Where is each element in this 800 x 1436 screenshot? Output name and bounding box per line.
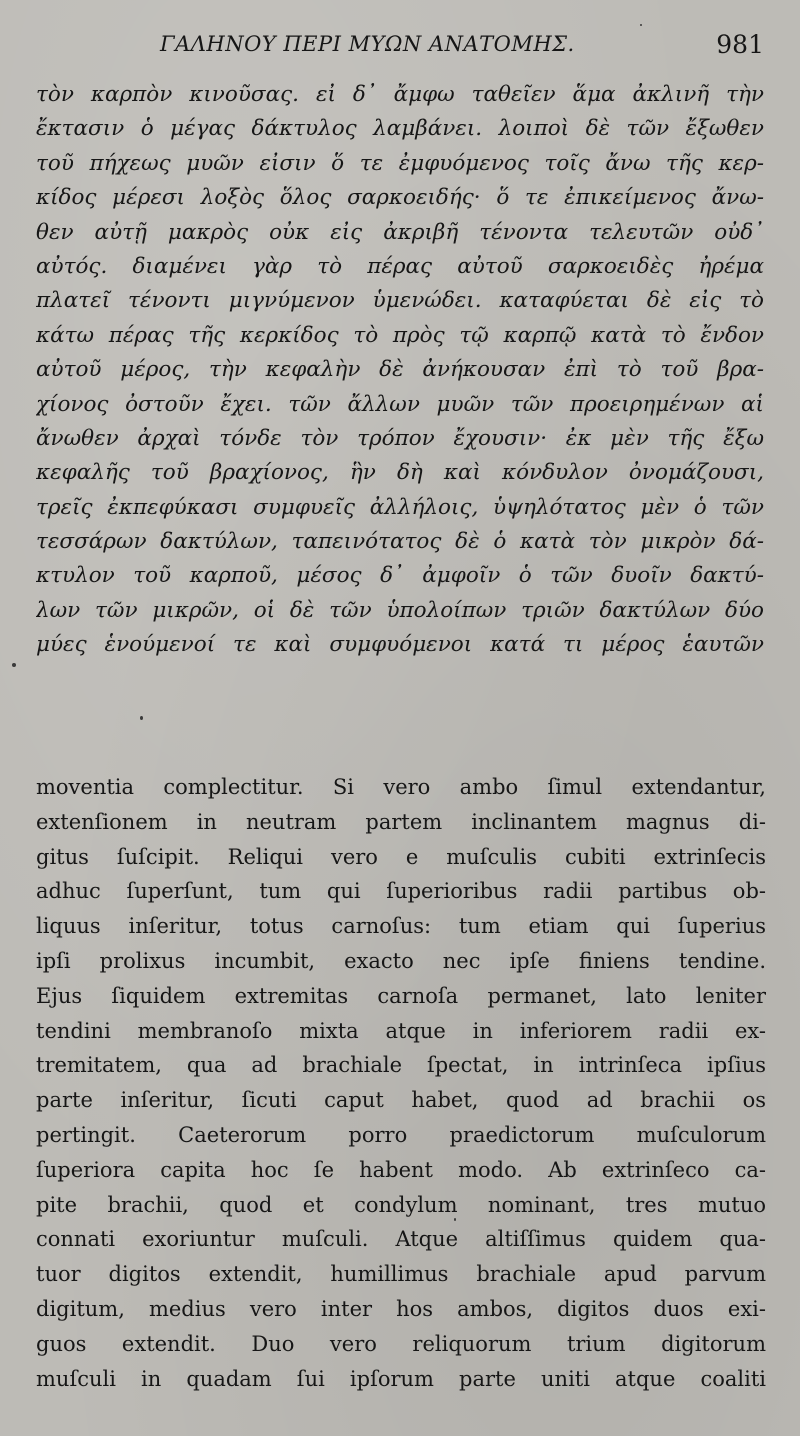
greek-line: ἔκτασιν ὁ μέγας δάκτυλος λαμβάνει. λοιποὶ δὲ τῶν ἔξωθεν: [36, 116, 764, 142]
latin-line: tuor digitos extendit, humillimus brachiale apud parvum: [36, 1262, 766, 1287]
page-header: [0, 30, 800, 70]
greek-line: τὸν καρπὸν κινοῦσας. εἰ δ᾽ ἄμφω ταθεῖεν ἅμα ἀκλινῆ τὴν: [36, 82, 764, 107]
latin-line: gitus ſuſcipit. Reliqui vero e muſculis cubiti extrinſecis: [36, 844, 766, 869]
greek-line: ἄνωθεν ἀρχαὶ τόνδε τὸν τρόπον ἔχουσιν· ἐκ μὲν τῆς ἔξω: [36, 425, 764, 451]
greek-line: αὐτός. διαμένει γὰρ τὸ πέρας αὐτοῦ σαρκοειδὲς ἠρέμα: [36, 253, 764, 279]
latin-line: ſuperiora capita hoc ſe habent modo. Ab extrinſeco ca-: [36, 1157, 766, 1182]
greek-line: χίονος ὀστοῦν ἔχει. τῶν ἄλλων μυῶν τῶν προειρημένων αἱ: [36, 391, 764, 417]
greek-line: κτυλον τοῦ καρποῦ, μέσος δ᾽ ἀμφοῖν ὁ τῶν δυοῖν δακτύ-: [36, 563, 764, 589]
ink-speck: [454, 1218, 456, 1221]
latin-line: pertingit. Caeterorum porro praedictorum muſculorum: [36, 1122, 766, 1147]
latin-line: ipſi prolixus incumbit, exacto nec ipſe finiens tendine.: [36, 948, 766, 973]
latin-line: digitum, medius vero inter hos ambos, digitos duos exi-: [36, 1296, 766, 1321]
greek-line: μύες ἑνούμενοί τε καὶ συμφυόμενοι κατά τι μέρος ἑαυτῶν: [36, 632, 764, 658]
greek-line: τρεῖς ἐκπεφύκασι συμφυεῖς ἀλλήλοις, ὑψηλότατος μὲν ὁ τῶν: [36, 494, 764, 520]
latin-line: tremitatem, qua ad brachiale ſpectat, in intrinſeca ipſius: [36, 1053, 766, 1078]
page-number: 981: [716, 30, 764, 59]
ink-speck: [140, 716, 143, 720]
latin-line: guos extendit. Duo vero reliquorum trium digitorum: [36, 1331, 766, 1356]
latin-line: pite brachii, quod et condylum nominant, tres mutuo: [36, 1192, 766, 1217]
greek-line: κίδος μέρεσι λοξὸς ὅλος σαρκοειδής· ὅ τε ἐπικείμενος ἄνω-: [36, 185, 764, 211]
running-title: ΓΑΛΗΝΟΥ ΠΕΡΙ ΜΥΩΝ ΑΝΑΤΟΜΗΣ.: [160, 32, 575, 56]
greek-line: τεσσάρων δακτύλων, ταπεινότατος δὲ ὁ κατὰ τὸν μικρὸν δά-: [36, 529, 764, 555]
greek-text-block: [36, 78, 764, 663]
greek-line: πλατεῖ τένοντι μιγνύμενον ὑμενώδει. καταφύεται δὲ εἰς τὸ: [36, 288, 764, 314]
greek-line: λων τῶν μικρῶν, οἱ δὲ τῶν ὑπολοίπων τριῶν δακτύλων δύο: [36, 597, 764, 623]
latin-line: adhuc ſuperſunt, tum qui ſuperioribus radii partibus ob-: [36, 879, 766, 904]
latin-line: moventia complectitur. Si vero ambo ſimul extendantur,: [36, 775, 766, 799]
latin-line: liquus inſeritur, totus carnoſus: tum etiam qui ſuperius: [36, 914, 766, 939]
greek-line: θεν αὐτῇ μακρὸς οὐκ εἰς ἀκριβῆ τένοντα τελευτῶν οὐδ᾽: [36, 219, 764, 245]
ink-speck: [12, 663, 16, 667]
latin-line: muſculi in quadam ſui ipſorum parte uniti atque coaliti: [36, 1366, 766, 1391]
ink-speck: [640, 24, 642, 26]
greek-line: αὐτοῦ μέρος, τὴν κεφαλὴν δὲ ἀνήκουσαν ἐπὶ τὸ τοῦ βρα-: [36, 357, 764, 383]
latin-line: extenſionem in neutram partem inclinantem magnus di-: [36, 809, 766, 834]
greek-line: κεφαλῆς τοῦ βραχίονος, ἣν δὴ καὶ κόνδυλον ὀνομάζουσι,: [36, 460, 764, 486]
latin-text-block: [36, 770, 766, 1396]
greek-line: τοῦ πήχεως μυῶν εἰσιν ὅ τε ἐμφυόμενος τοῖς ἄνω τῆς κερ-: [36, 150, 764, 176]
greek-line: κάτω πέρας τῆς κερκίδος τὸ πρὸς τῷ καρπῷ κατὰ τὸ ἔνδον: [36, 322, 764, 348]
latin-line: Ejus ſiquidem extremitas carnoſa permanet, lato leniter: [36, 983, 766, 1008]
latin-line: connati exoriuntur muſculi. Atque altiſſimus quidem qua-: [36, 1227, 766, 1252]
latin-line: tendini membranoſo mixta atque in inferiorem radii ex-: [36, 1018, 766, 1043]
latin-line: parte inſeritur, ſicuti caput habet, quod ad brachii os: [36, 1088, 766, 1113]
